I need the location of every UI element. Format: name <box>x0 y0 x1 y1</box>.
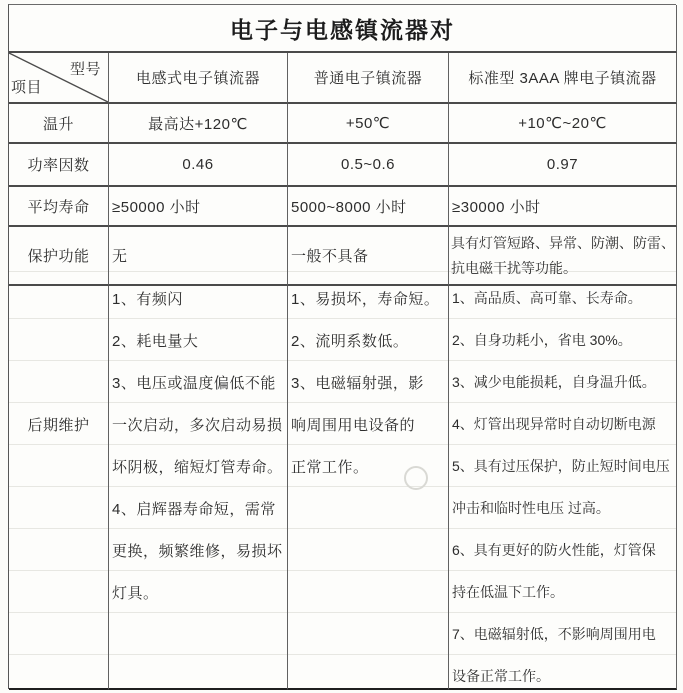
maintenance-lines <box>452 286 676 690</box>
cell-maintenance-inductive <box>109 286 288 690</box>
maintenance-line: 5、具有过压保护，防止短时间电压 <box>452 458 670 474</box>
maintenance-line: 冲击和临时性电压 过高。 <box>452 500 610 516</box>
maintenance-line: 2、耗电量大 <box>112 332 199 350</box>
cell-life-inductive: ≥50000 小时 <box>109 187 288 227</box>
cell-life-standard: ≥30000 小时 <box>449 187 677 227</box>
row-label-maintenance: 后期维护 <box>9 286 109 690</box>
column-header-inductive: 电感式电子镇流器 <box>109 53 288 104</box>
cell-protection-ordinary: 一般不具备 <box>288 227 449 286</box>
maintenance-line: 2、流明系数低。 <box>291 332 409 350</box>
maintenance-line: 坏阴极，缩短灯管寿命。 <box>112 458 283 476</box>
column-header-standard-3aaa: 标准型 3AAA 牌电子镇流器 <box>449 53 677 104</box>
corner-label-item: 项目 <box>11 79 43 96</box>
maintenance-lines <box>112 286 287 613</box>
table-title: 电子与电感镇流器对 <box>9 5 677 53</box>
maintenance-line: 3、电压或温度偏低不能 <box>112 374 276 392</box>
cell-power-standard: 0.97 <box>449 144 677 187</box>
cell-power-inductive: 0.46 <box>109 144 288 187</box>
protection-line: 抗电磁干扰等功能。 <box>451 260 577 276</box>
maintenance-line: 正常工作。 <box>291 458 369 476</box>
corner-header-cell <box>9 53 109 104</box>
row-label-protection: 保护功能 <box>9 227 109 286</box>
row-label-temp-rise: 温升 <box>9 104 109 144</box>
column-header-ordinary: 普通电子镇流器 <box>288 53 449 104</box>
maintenance-line: 6、具有更好的防火性能，灯管保 <box>452 542 656 558</box>
maintenance-line: 4、启辉器寿命短，需常 <box>112 500 276 518</box>
maintenance-line: 设备正常工作。 <box>452 668 550 684</box>
cell-temp-standard: +10℃~20℃ <box>449 104 677 144</box>
cell-life-ordinary: 5000~8000 小时 <box>288 187 449 227</box>
cell-maintenance-standard <box>449 286 677 690</box>
maintenance-line: 1、有频闪 <box>112 290 183 308</box>
maintenance-line: 4、灯管出现异常时自动切断电源 <box>452 416 656 432</box>
cell-maintenance-ordinary <box>288 286 449 690</box>
maintenance-line: 持在低温下工作。 <box>452 584 564 600</box>
maintenance-line: 灯具。 <box>112 584 159 602</box>
cell-protection-standard <box>449 227 677 286</box>
row-label-average-life: 平均寿命 <box>9 187 109 227</box>
maintenance-line: 1、高品质、高可靠、长寿命。 <box>452 290 642 306</box>
corner-label-model: 型号 <box>69 61 101 78</box>
maintenance-line: 3、电磁辐射强，影 <box>291 374 424 392</box>
cell-temp-inductive: 最高达+120℃ <box>109 104 288 144</box>
cell-power-ordinary: 0.5~0.6 <box>288 144 449 187</box>
maintenance-line: 1、易损坏，寿命短。 <box>291 290 440 308</box>
protection-line: 具有灯管短路、异常、防潮、防雷、 <box>451 235 675 251</box>
watermark-circle <box>404 466 428 490</box>
maintenance-lines <box>291 286 448 487</box>
maintenance-line: 3、减少电能损耗，自身温升低。 <box>452 374 656 390</box>
maintenance-line: 一次启动，多次启动易损 <box>112 416 283 434</box>
comparison-table <box>8 4 676 689</box>
maintenance-line: 7、电磁辐射低，不影响周围用电 <box>452 626 656 642</box>
cell-temp-ordinary: +50℃ <box>288 104 449 144</box>
row-label-power-factor: 功率因数 <box>9 144 109 187</box>
cell-protection-inductive: 无 <box>109 227 288 286</box>
maintenance-line: 2、自身功耗小，省电 30%。 <box>452 332 632 348</box>
maintenance-line: 更换，频繁维修，易损坏 <box>112 542 283 560</box>
maintenance-line: 响周围用电设备的 <box>291 416 416 434</box>
